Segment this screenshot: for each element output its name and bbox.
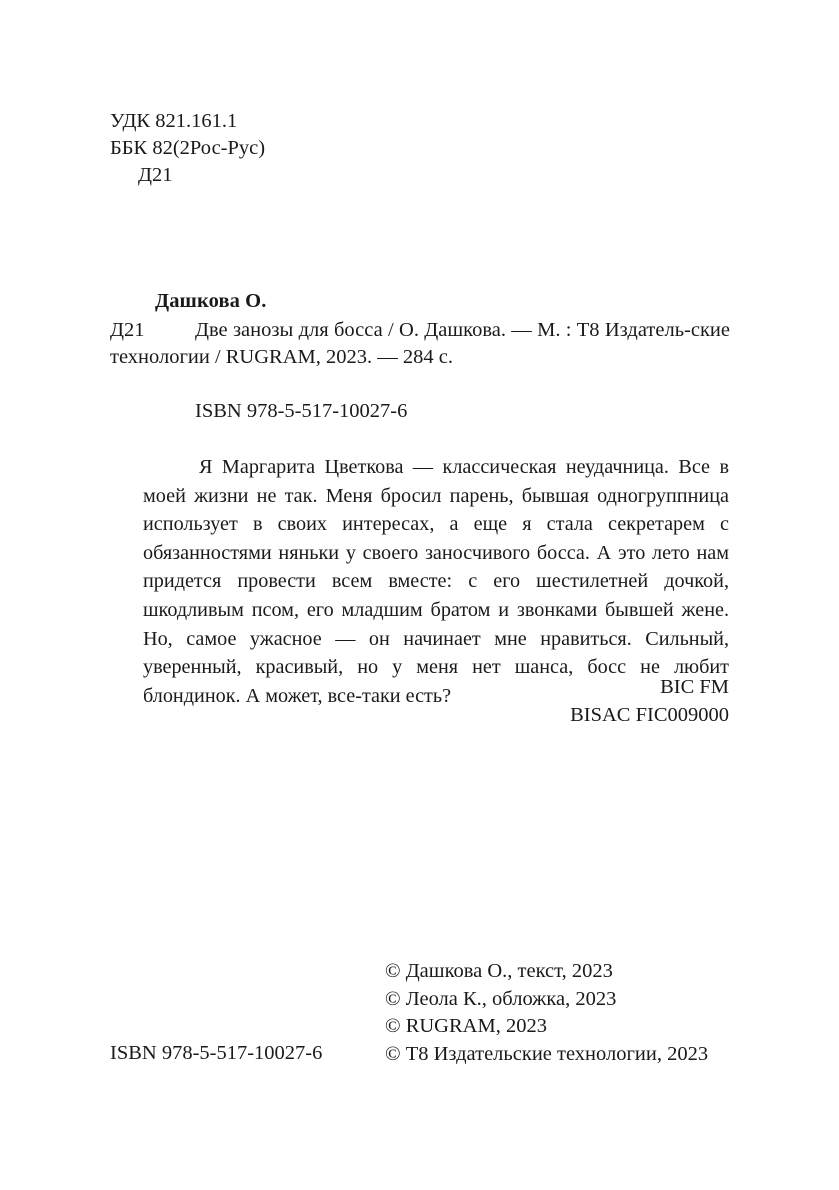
biblio-author: Дашкова О. bbox=[155, 290, 267, 312]
copyright-line: © RUGRAM, 2023 bbox=[385, 1015, 547, 1037]
biblio-description: Две занозы для босса / О. Дашкова. — М. : Т8 Издатель-ские технологии / RUGRAM, 2023. — 284 с. bbox=[110, 318, 730, 368]
author-mark-header: Д21 bbox=[138, 164, 173, 186]
copyright-block bbox=[385, 958, 708, 1068]
biblio-body bbox=[110, 317, 730, 372]
subject-codes-block bbox=[0, 674, 729, 729]
bisac-code: BISAC FIC009000 bbox=[570, 703, 729, 726]
bibliographic-record bbox=[110, 288, 730, 372]
annotation-text: Я Маргарита Цветкова — классическая неудачница. Все в моей жизни не так. Меня бросил парень, бывшая одногруппница использует в своих интересах, а еще я стала секретарем с обязанностями няньки у своего заносчивого босса. А это лето нам придется провести всем вместе: с его шестилетней дочкой, шкодливым псом, его младшим братом и звонками бывшей жене. Но, самое ужасное — он начинает мне нравиться. Сильный, уверенный, красивый, но у меня нет шанса, босс не любит блондинок. А может, все-таки есть? bbox=[143, 456, 729, 707]
classification-block bbox=[110, 108, 265, 189]
copyright-line: © Леола К., обложка, 2023 bbox=[385, 987, 617, 1010]
bbk-code: ББК 82(2Рос-Рус) bbox=[110, 137, 266, 159]
copyright-line: © Дашкова О., текст, 2023 bbox=[385, 960, 613, 982]
isbn-footer: ISBN 978-5-517-10027-6 bbox=[110, 1042, 323, 1064]
copyright-line: © Т8 Издательские технологии, 2023 bbox=[385, 1042, 709, 1065]
udk-code: УДК 821.161.1 bbox=[110, 110, 238, 132]
biblio-author-mark: Д21 bbox=[110, 318, 145, 341]
bic-code: BIC FM bbox=[660, 676, 729, 698]
isbn-main: ISBN 978-5-517-10027-6 bbox=[195, 400, 408, 422]
